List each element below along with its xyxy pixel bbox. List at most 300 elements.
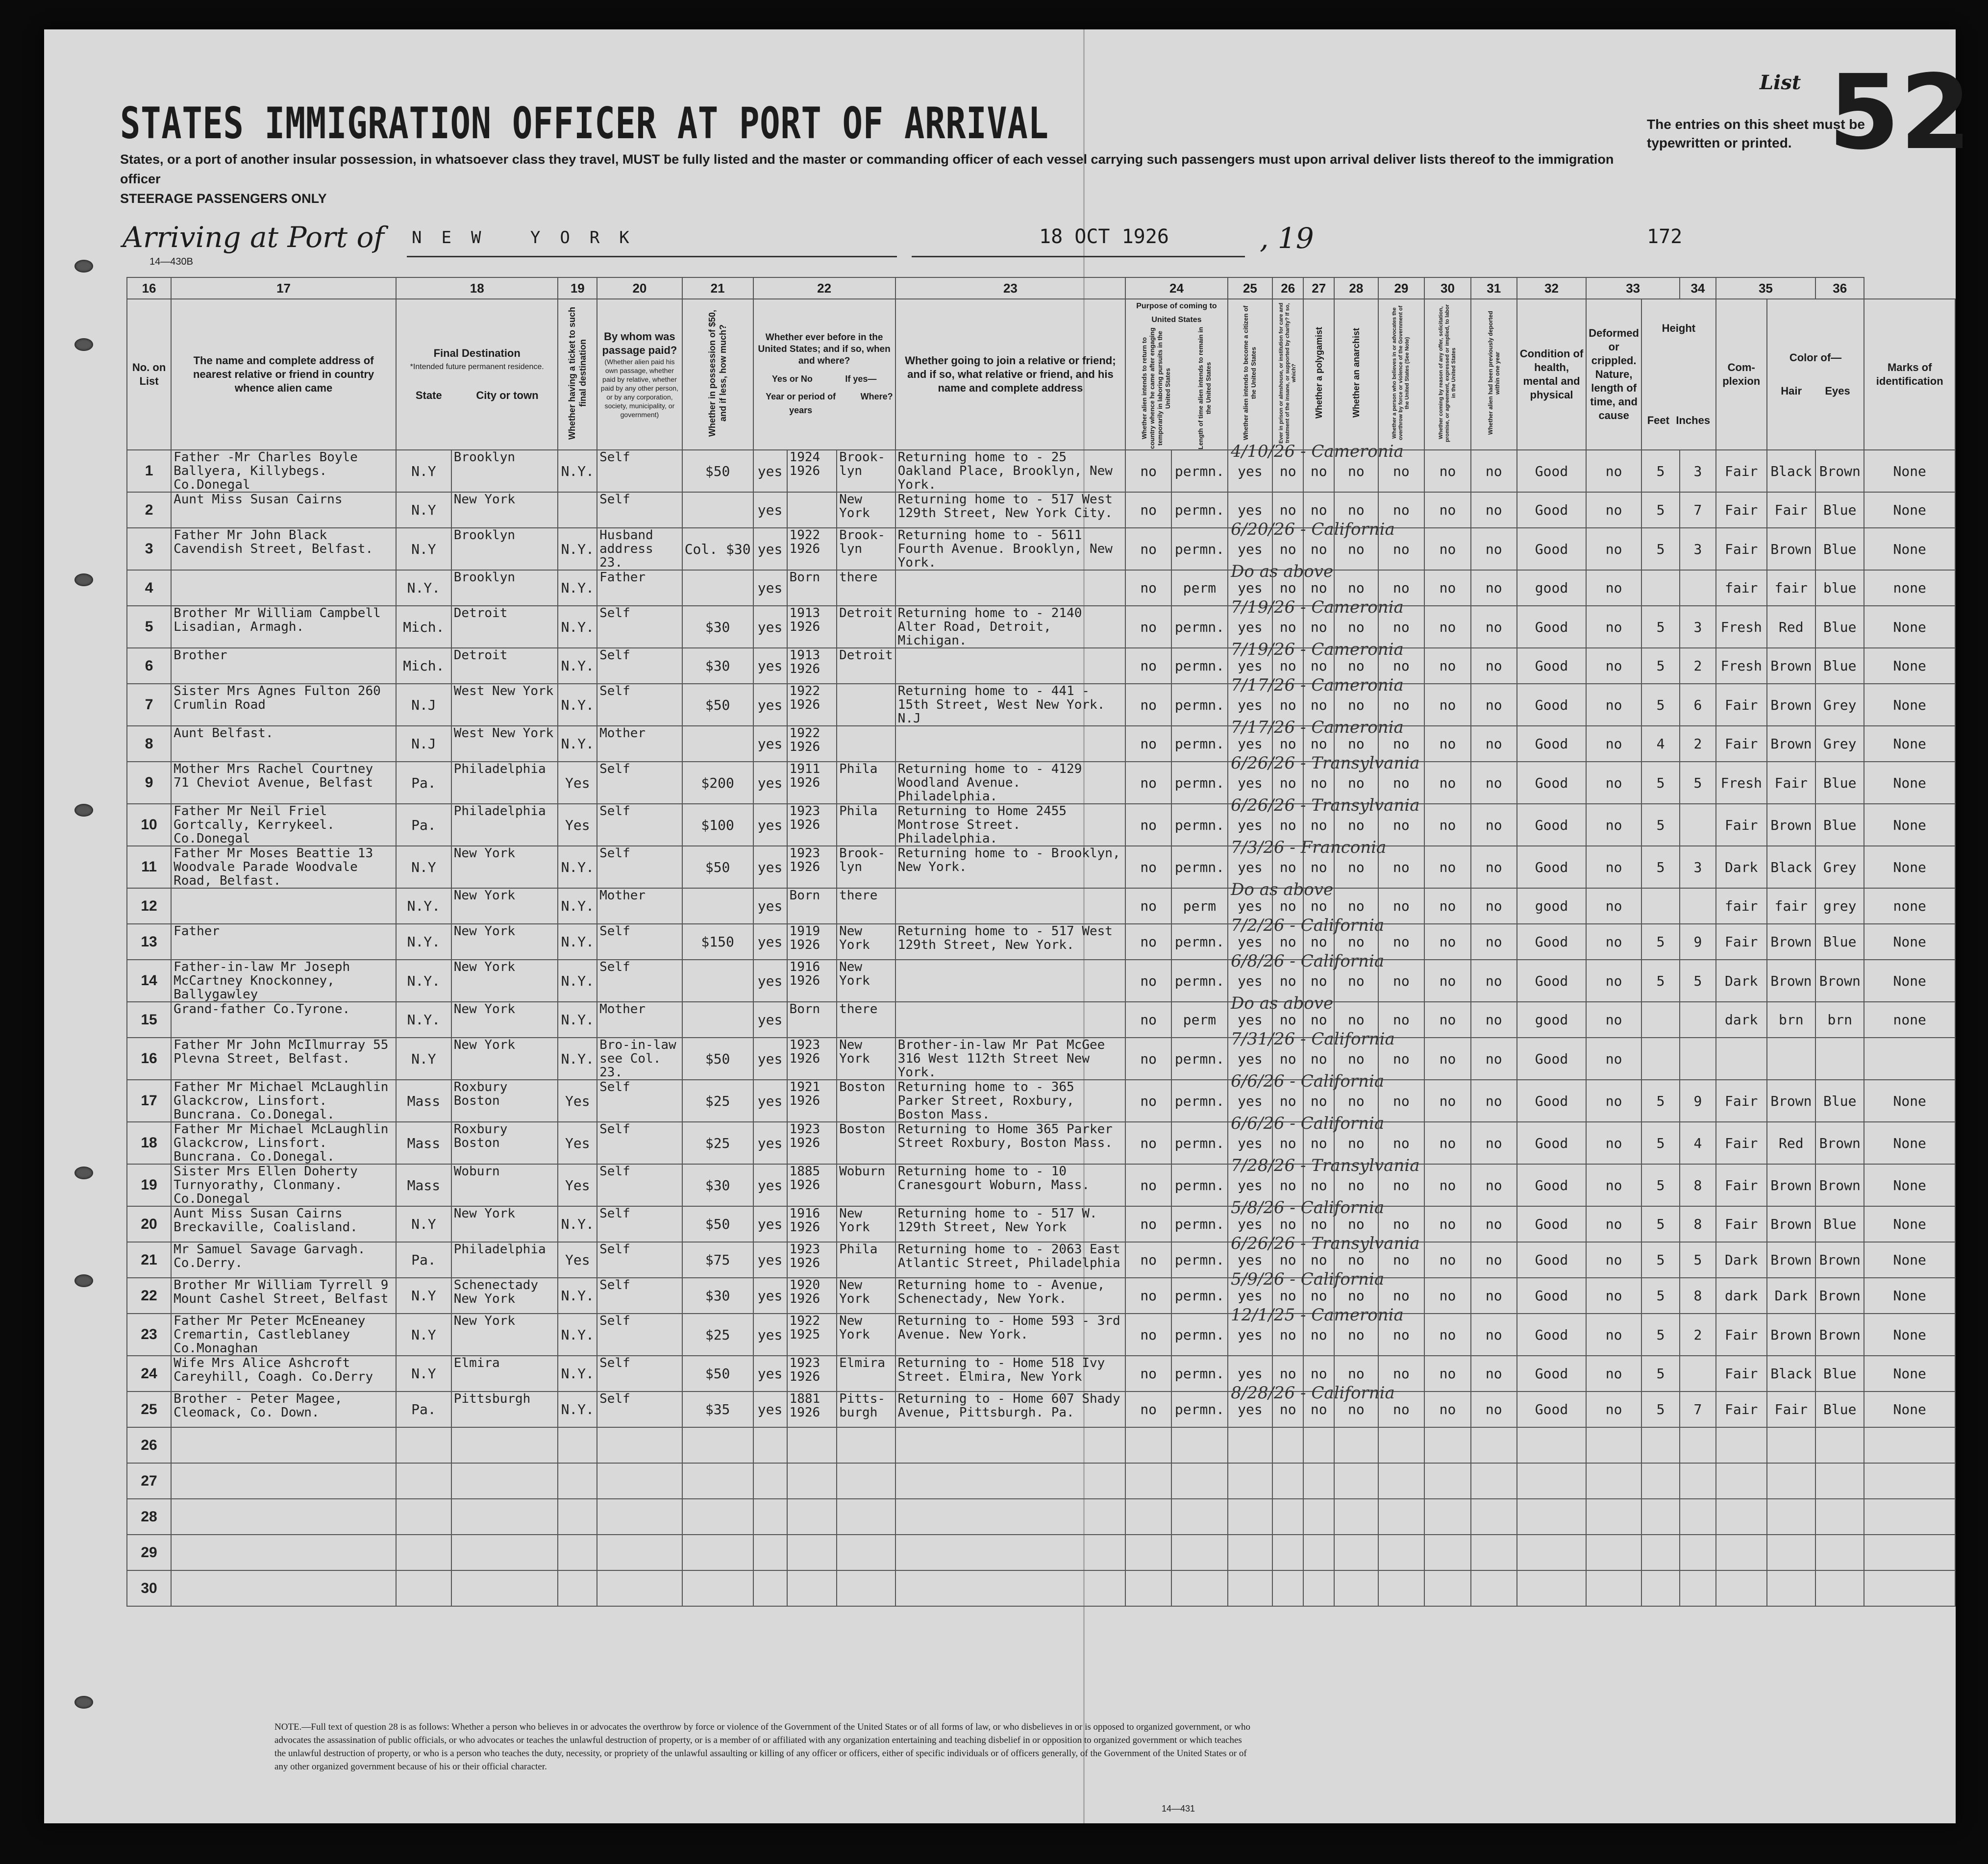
city-cell: New York <box>451 1314 558 1356</box>
joining-cell <box>895 960 1126 1002</box>
believer-cell: no <box>1378 570 1425 606</box>
contract-cell: no <box>1424 1314 1471 1356</box>
citizen-cell: yes <box>1228 450 1272 492</box>
deformed-cell <box>1586 1427 1641 1463</box>
paid-by-cell: Self <box>597 1164 682 1206</box>
hair-cell: Brown <box>1767 1164 1815 1206</box>
col-num: 16 <box>127 277 171 299</box>
ticket-cell <box>558 1570 597 1606</box>
paid-by-cell: Self <box>597 1356 682 1392</box>
row-number: 10 <box>127 804 171 846</box>
prison-cell: no <box>1272 492 1303 528</box>
inches-cell <box>1680 1038 1716 1080</box>
city-cell: New York <box>451 1002 558 1038</box>
believer-cell: no <box>1378 846 1425 888</box>
anarchist-cell: no <box>1334 1392 1378 1427</box>
complexion-cell: dark <box>1716 1278 1767 1314</box>
city-cell: New York <box>451 960 558 1002</box>
city-cell: Detroit <box>451 648 558 684</box>
anarchist-cell: no <box>1334 1122 1378 1164</box>
header-before-us <box>753 299 895 450</box>
citizen-cell <box>1228 1463 1272 1499</box>
anarchist-cell: no <box>1334 726 1378 762</box>
feet-cell: 5 <box>1641 648 1680 684</box>
city-cell <box>451 1535 558 1570</box>
polygamist-cell: no <box>1303 1080 1334 1122</box>
return-cell: no <box>1125 804 1171 846</box>
before-us-cell: yes <box>753 1206 787 1242</box>
hair-cell <box>1767 1038 1815 1080</box>
handwritten-annotation: 7/31/26 - California <box>1231 1029 1395 1049</box>
citizen-cell: yes <box>1228 960 1272 1002</box>
prison-cell: no <box>1272 1080 1303 1122</box>
contract-cell: no <box>1424 804 1471 846</box>
table-row <box>127 924 1955 960</box>
table-row <box>127 1570 1955 1606</box>
money-cell <box>682 1570 753 1606</box>
contract-cell: no <box>1424 1242 1471 1278</box>
state-cell <box>396 1427 451 1463</box>
citizen-cell: yes <box>1228 924 1272 960</box>
ticket-cell: Yes <box>558 1242 597 1278</box>
citizen-cell <box>1228 1570 1272 1606</box>
years-cell <box>787 1427 837 1463</box>
state-cell: N.Y <box>396 1038 451 1080</box>
table-row <box>127 1164 1955 1206</box>
before-us-cell: yes <box>753 528 787 570</box>
prison-cell <box>1272 1570 1303 1606</box>
state-cell: N.Y. <box>396 960 451 1002</box>
marks-cell: None <box>1864 1206 1955 1242</box>
row-number: 14 <box>127 960 171 1002</box>
prison-cell: no <box>1272 726 1303 762</box>
joining-cell <box>895 570 1126 606</box>
polygamist-cell: no <box>1303 1314 1334 1356</box>
marks-cell: None <box>1864 960 1955 1002</box>
ticket-cell: N.Y. <box>558 1278 597 1314</box>
relative-cell <box>171 888 396 924</box>
hair-cell <box>1767 1427 1815 1463</box>
col-num: 24 <box>1125 277 1228 299</box>
state-cell: N.Y. <box>396 570 451 606</box>
return-cell <box>1125 1427 1171 1463</box>
deformed-cell: no <box>1586 528 1641 570</box>
deported-cell: no <box>1471 1314 1517 1356</box>
header-believer-text: Whether a person who believes in or advocates the overthrow by force or violence of the Government of the United States (See Note) <box>1392 305 1411 440</box>
years-cell: 1919 1926 <box>787 924 837 960</box>
where-cell: Phila <box>837 762 895 804</box>
inches-cell <box>1680 1002 1716 1038</box>
paid-by-cell: Self <box>597 1080 682 1122</box>
port-line <box>407 256 897 257</box>
row-number: 12 <box>127 888 171 924</box>
prison-cell: no <box>1272 1122 1303 1164</box>
joining-cell: Returning home to - Avenue, Schenectady, New York. <box>895 1278 1126 1314</box>
return-cell <box>1125 1535 1171 1570</box>
row-number: 11 <box>127 846 171 888</box>
complexion-cell: Fair <box>1716 450 1767 492</box>
row-number: 25 <box>127 1392 171 1427</box>
ticket-cell: N.Y. <box>558 960 597 1002</box>
years-cell: 1922 1926 <box>787 684 837 726</box>
binder-hole <box>75 1274 93 1287</box>
health-cell <box>1517 1463 1587 1499</box>
handwritten-annotation: 7/2/26 - California <box>1231 916 1385 935</box>
table-row <box>127 888 1955 924</box>
header-deformed: Deformed or crippled. Nature, length of time, and cause <box>1586 299 1641 450</box>
contract-cell: no <box>1424 528 1471 570</box>
believer-cell <box>1378 1463 1425 1499</box>
inches-cell: 3 <box>1680 450 1716 492</box>
state-cell: N.Y. <box>396 888 451 924</box>
deformed-cell: no <box>1586 1278 1641 1314</box>
row-number: 28 <box>127 1499 171 1535</box>
col-num: 34 <box>1680 277 1716 299</box>
anarchist-cell: no <box>1334 648 1378 684</box>
paid-by-note: (Whether alien paid his own passage, whether paid by relative, whether paid by any other person, or by any corporation, society, municipality, or government) <box>600 358 678 419</box>
deformed-cell: no <box>1586 1002 1641 1038</box>
citizen-cell: yes <box>1228 1038 1272 1080</box>
citizen-cell: yes <box>1228 684 1272 726</box>
col-num: 22 <box>753 277 895 299</box>
years-cell: 1922 1926 <box>787 726 837 762</box>
joining-cell: Returning home to - 365 Parker Street, Roxbury, Boston Mass. <box>895 1080 1126 1122</box>
ticket-cell: N.Y. <box>558 726 597 762</box>
where-cell <box>837 1535 895 1570</box>
citizen-cell: yes <box>1228 492 1272 528</box>
header-marks: Marks of identification <box>1864 299 1955 450</box>
table-row <box>127 804 1955 846</box>
arrival-date: 18 OCT 1926 <box>1039 225 1169 248</box>
anarchist-cell: no <box>1334 888 1378 924</box>
ticket-cell: N.Y. <box>558 648 597 684</box>
header-anarchist <box>1334 299 1378 450</box>
polygamist-cell: no <box>1303 1002 1334 1038</box>
paid-by-cell: Self <box>597 684 682 726</box>
handwritten-annotation: 7/17/26 - Cameronia <box>1231 718 1404 737</box>
paid-by-cell <box>597 1570 682 1606</box>
col-num: 21 <box>682 277 753 299</box>
col-num: 27 <box>1303 277 1334 299</box>
handwritten-annotation: 7/19/26 - Cameronia <box>1231 640 1404 659</box>
table-row <box>127 450 1955 492</box>
length-cell <box>1171 1463 1228 1499</box>
deformed-cell: no <box>1586 804 1641 846</box>
ticket-cell: Yes <box>558 762 597 804</box>
before-us-cell: yes <box>753 1356 787 1392</box>
relative-cell: Wife Mrs Alice Ashcroft Careyhill, Coagh. Co.Derry <box>171 1356 396 1392</box>
handwritten-annotation: 6/20/26 - California <box>1231 520 1395 539</box>
table-row <box>127 1535 1955 1570</box>
years-cell: 1916 1926 <box>787 1206 837 1242</box>
contract-cell: no <box>1424 606 1471 648</box>
instructions-text: States, or a port of another insular possession, in whatsoever class they travel, MUST be fully listed and the master or commanding officer of each vessel carrying such passengers must upon arrival deliver lists thereof to the immigration officer <box>120 152 1614 186</box>
manifest-sheet <box>44 29 1972 1823</box>
prison-cell: no <box>1272 528 1303 570</box>
deported-cell: no <box>1471 684 1517 726</box>
date-line <box>912 256 1245 257</box>
citizen-cell: yes <box>1228 1356 1272 1392</box>
deported-cell: no <box>1471 888 1517 924</box>
relative-cell <box>171 570 396 606</box>
money-cell <box>682 1427 753 1463</box>
column-number-row <box>127 277 1955 299</box>
length-cell <box>1171 1535 1228 1570</box>
binder-hole <box>75 573 93 586</box>
form-code: 14—430B <box>149 256 193 267</box>
years-cell: 1923 1926 <box>787 1356 837 1392</box>
polygamist-cell: no <box>1303 960 1334 1002</box>
state-cell: Mass <box>396 1164 451 1206</box>
prison-cell: no <box>1272 1206 1303 1242</box>
header-ticket-text: Whether having a ticket to such final destination <box>567 306 588 440</box>
return-cell: no <box>1125 888 1171 924</box>
health-cell: Good <box>1517 726 1587 762</box>
ticket-cell <box>558 492 597 528</box>
polygamist-cell <box>1303 1499 1334 1535</box>
table-row <box>127 1427 1955 1463</box>
complexion-cell: Fresh <box>1716 762 1767 804</box>
where-cell: New York <box>837 960 895 1002</box>
deformed-cell: no <box>1586 960 1641 1002</box>
prison-cell: no <box>1272 924 1303 960</box>
final-destination-note: *Intended future permanent residence. <box>410 363 544 371</box>
citizen-cell: yes <box>1228 1080 1272 1122</box>
header-city: City or town <box>476 389 539 401</box>
feet-cell: 5 <box>1641 1314 1680 1356</box>
relative-cell: Father-in-law Mr Joseph McCartney Knockonney, Ballygawley <box>171 960 396 1002</box>
deported-cell: no <box>1471 726 1517 762</box>
paid-by-cell <box>597 1499 682 1535</box>
complexion-cell: Fair <box>1716 1080 1767 1122</box>
relative-cell: Father Mr Neil Friel Gortcally, Kerrykeel. Co.Donegal <box>171 804 396 846</box>
marks-cell: None <box>1864 1122 1955 1164</box>
ticket-cell: N.Y. <box>558 450 597 492</box>
col-num: 17 <box>171 277 396 299</box>
state-cell: N.Y <box>396 450 451 492</box>
health-cell: Good <box>1517 1038 1587 1080</box>
marks-cell: None <box>1864 648 1955 684</box>
complexion-cell: Fair <box>1716 684 1767 726</box>
before-us-cell: yes <box>753 450 787 492</box>
return-cell: no <box>1125 1314 1171 1356</box>
length-cell: permn. <box>1171 492 1228 528</box>
paid-by-cell: Self <box>597 924 682 960</box>
believer-cell: no <box>1378 804 1425 846</box>
col-num: 30 <box>1424 277 1471 299</box>
anarchist-cell: no <box>1334 492 1378 528</box>
joining-cell: Returning home to - 517 W. 129th Street, New York <box>895 1206 1126 1242</box>
anarchist-cell: no <box>1334 450 1378 492</box>
ticket-cell: N.Y. <box>558 1392 597 1427</box>
paid-by-cell: Self <box>597 1278 682 1314</box>
inches-cell <box>1680 888 1716 924</box>
joining-cell: Brother-in-law Mr Pat McGee 316 West 112th Street New York. <box>895 1038 1126 1080</box>
row-number: 29 <box>127 1535 171 1570</box>
table-row <box>127 606 1955 648</box>
ticket-cell: N.Y. <box>558 846 597 888</box>
years-cell: 1911 1926 <box>787 762 837 804</box>
header-prison <box>1272 299 1303 450</box>
health-cell: Good <box>1517 648 1587 684</box>
purpose-return: Whether alien intends to return to country whence he came after engaging temporarily in laboring pursuits in the United States <box>1140 327 1171 449</box>
binder-hole <box>75 804 93 817</box>
marks-cell: None <box>1864 762 1955 804</box>
joining-cell: Returning to Home 365 Parker Street Roxbury, Boston Mass. <box>895 1122 1126 1164</box>
row-number: 17 <box>127 1080 171 1122</box>
eyes-cell: Blue <box>1815 648 1864 684</box>
where-cell <box>837 1427 895 1463</box>
row-number: 19 <box>127 1164 171 1206</box>
marks-cell: None <box>1864 804 1955 846</box>
state-cell: Pa. <box>396 1392 451 1427</box>
state-cell: N.Y <box>396 1278 451 1314</box>
anarchist-cell: no <box>1334 1314 1378 1356</box>
prison-cell <box>1272 1463 1303 1499</box>
return-cell: no <box>1125 846 1171 888</box>
anarchist-cell: no <box>1334 960 1378 1002</box>
ticket-cell: N.Y. <box>558 1002 597 1038</box>
money-cell: $50 <box>682 846 753 888</box>
joining-cell <box>895 648 1126 684</box>
years-cell: 1913 1926 <box>787 606 837 648</box>
length-cell: permn. 6/8/26 - California <box>1171 960 1228 1002</box>
return-cell: no <box>1125 1356 1171 1392</box>
relative-cell: Father Mr Moses Beattie 13 Woodvale Parade Woodvale Road, Belfast. <box>171 846 396 888</box>
handwritten-annotation: 7/28/26 - Transylvania <box>1231 1156 1420 1175</box>
where-cell: New York <box>837 1038 895 1080</box>
list-number: 52 <box>1828 52 1972 173</box>
money-cell: $25 <box>682 1080 753 1122</box>
where-cell: Pitts-burgh <box>837 1392 895 1427</box>
before-us-cell <box>753 1535 787 1570</box>
eyes-cell: Blue <box>1815 762 1864 804</box>
header-believer <box>1378 299 1425 450</box>
citizen-cell: yes <box>1228 846 1272 888</box>
contract-cell: no <box>1424 762 1471 804</box>
header-year-period: Year or period of years <box>766 392 836 415</box>
eyes-cell <box>1815 1570 1864 1606</box>
citizen-cell: yes <box>1228 1392 1272 1427</box>
anarchist-cell: no <box>1334 1356 1378 1392</box>
row-number: 4 <box>127 570 171 606</box>
return-cell: no <box>1125 1392 1171 1427</box>
inches-cell: 8 <box>1680 1206 1716 1242</box>
contract-cell: no <box>1424 450 1471 492</box>
hair-cell: Brown <box>1767 960 1815 1002</box>
relative-cell: Mr Samuel Savage Garvagh. Co.Derry. <box>171 1242 396 1278</box>
anarchist-cell: no <box>1334 1002 1378 1038</box>
handwritten-annotation: 6/26/26 - Transylvania <box>1231 1234 1420 1253</box>
eyes-cell: brn <box>1815 1002 1864 1038</box>
length-cell: permn. 6/26/26 - Transylvania <box>1171 1242 1228 1278</box>
deformed-cell: no <box>1586 762 1641 804</box>
city-cell: Roxbury Boston <box>451 1080 558 1122</box>
money-cell: $30 <box>682 1278 753 1314</box>
complexion-cell: Fair <box>1716 726 1767 762</box>
table-row <box>127 648 1955 684</box>
before-us-cell: yes <box>753 1164 787 1206</box>
joining-cell: Returning to - Home 593 - 3rd Avenue. New York. <box>895 1314 1126 1356</box>
feet-cell: 5 <box>1641 1206 1680 1242</box>
contract-cell: no <box>1424 648 1471 684</box>
deported-cell <box>1471 1427 1517 1463</box>
state-cell: Pa. <box>396 762 451 804</box>
joining-cell: Returning home to - 2140 Alter Road, Detroit, Michigan. <box>895 606 1126 648</box>
where-cell: Woburn <box>837 1164 895 1206</box>
ticket-cell <box>558 1499 597 1535</box>
table-row <box>127 492 1955 528</box>
length-cell: permn. 7/3/26 - Franconia <box>1171 846 1228 888</box>
paid-by-cell: Bro-in-law see Col. 23. <box>597 1038 682 1080</box>
length-cell: permn. 5/8/26 - California <box>1171 1206 1228 1242</box>
prison-cell <box>1272 1499 1303 1535</box>
eyes-cell <box>1815 1038 1864 1080</box>
before-us-cell: yes <box>753 570 787 606</box>
paid-by-cell: Self <box>597 846 682 888</box>
anarchist-cell <box>1334 1463 1378 1499</box>
state-cell: Pa. <box>396 804 451 846</box>
length-cell: perm Do as above <box>1171 570 1228 606</box>
prison-cell: no <box>1272 888 1303 924</box>
ticket-cell: N.Y. <box>558 606 597 648</box>
complexion-cell: Dark <box>1716 1242 1767 1278</box>
row-number: 8 <box>127 726 171 762</box>
deformed-cell <box>1586 1463 1641 1499</box>
header-citizen <box>1228 299 1272 450</box>
return-cell: no <box>1125 960 1171 1002</box>
believer-cell: no <box>1378 528 1425 570</box>
joining-cell: Returning home to - 10 Cranesgourt Woburn, Mass. <box>895 1164 1126 1206</box>
polygamist-cell <box>1303 1463 1334 1499</box>
relative-cell <box>171 1499 396 1535</box>
relative-cell: Brother - Peter Magee, Cleomack, Co. Down. <box>171 1392 396 1427</box>
anarchist-cell: no <box>1334 1242 1378 1278</box>
relative-cell: Mother Mrs Rachel Courtney 71 Cheviot Avenue, Belfast <box>171 762 396 804</box>
eyes-cell: Brown <box>1815 1164 1864 1206</box>
polygamist-cell: no <box>1303 1206 1334 1242</box>
relative-cell: Brother Mr William Tyrrell 9 Mount Cashel Street, Belfast <box>171 1278 396 1314</box>
before-us-cell: yes <box>753 804 787 846</box>
where-cell <box>837 684 895 726</box>
polygamist-cell: no <box>1303 1392 1334 1427</box>
inches-cell <box>1680 1463 1716 1499</box>
city-cell: West New York <box>451 684 558 726</box>
marks-cell <box>1864 1499 1955 1535</box>
marks-cell: none <box>1864 1002 1955 1038</box>
length-cell: permn. 8/28/26 - California <box>1171 1392 1228 1427</box>
polygamist-cell: no <box>1303 492 1334 528</box>
marks-cell: None <box>1864 606 1955 648</box>
years-cell <box>787 1499 837 1535</box>
deported-cell: no <box>1471 528 1517 570</box>
paid-by-cell: Mother <box>597 888 682 924</box>
col-num: 33 <box>1586 277 1680 299</box>
believer-cell: no <box>1378 1206 1425 1242</box>
handwritten-annotation: 8/28/26 - California <box>1231 1383 1395 1403</box>
where-cell: Brook-lyn <box>837 450 895 492</box>
joining-cell: Returning home to - 441 - 15th Street, West New York. N.J <box>895 684 1126 726</box>
table-row <box>127 684 1955 726</box>
paid-by-cell: Self <box>597 648 682 684</box>
citizen-cell: yes <box>1228 606 1272 648</box>
money-cell: $30 <box>682 606 753 648</box>
ticket-cell: Yes <box>558 804 597 846</box>
years-cell: 1885 1926 <box>787 1164 837 1206</box>
deformed-cell: no <box>1586 450 1641 492</box>
citizen-cell: yes <box>1228 1002 1272 1038</box>
complexion-cell: Fair <box>1716 924 1767 960</box>
